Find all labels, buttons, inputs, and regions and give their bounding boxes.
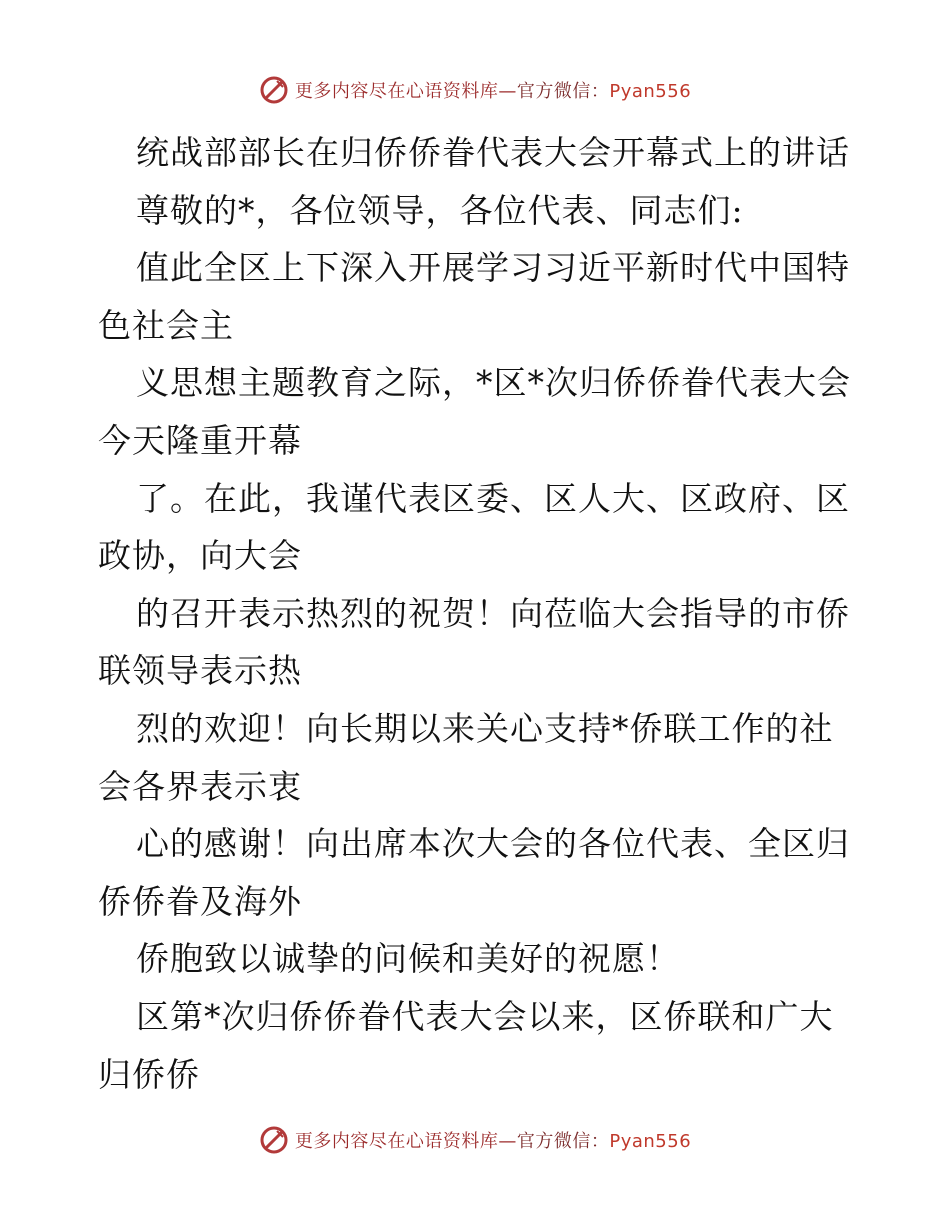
- paragraph-line: 烈的欢迎！向长期以来关心支持*侨联工作的社: [136, 708, 834, 748]
- paragraph-line: 区第*次归侨侨眷代表大会以来，区侨联和广大: [136, 996, 834, 1036]
- banner-text: [295, 1127, 691, 1153]
- banner-wechat-id: Pyan556: [609, 1131, 692, 1152]
- pen-logo-icon: [259, 1125, 289, 1155]
- banner-separator: —: [498, 81, 517, 102]
- paragraph-line: 义思想主题教育之际，*区*次归侨侨眷代表大会: [136, 363, 851, 403]
- footer-banner: [0, 1120, 950, 1160]
- paragraph-line: 值此全区上下深入开展学习习近平新时代中国特: [136, 248, 850, 288]
- document-title: 统战部部长在归侨侨眷代表大会开幕式上的讲话: [136, 133, 850, 172]
- paragraph-line: 联领导表示热: [98, 651, 302, 691]
- pen-logo-icon: [259, 75, 289, 105]
- paragraph-line: 色社会主: [98, 305, 234, 345]
- paragraph-line: 政协，向大会: [98, 536, 302, 576]
- paragraph-line: 今天隆重开幕: [98, 420, 302, 460]
- paragraph-line: 会各界表示衷: [98, 766, 302, 806]
- banner-brand: 更多内容尽在心语资料库: [294, 81, 499, 102]
- paragraph-line: 了。在此，我谨代表区委、区人大、区政府、区: [136, 478, 850, 518]
- document-body: [98, 124, 858, 1103]
- banner-official-label: 官方微信：: [516, 1131, 610, 1152]
- banner-official-label: 官方微信：: [516, 81, 610, 102]
- salutation-line: 尊敬的*，各位领导，各位代表、同志们:: [136, 190, 744, 230]
- paragraph-line: 侨胞致以诚挚的问候和美好的祝愿！: [136, 939, 680, 979]
- banner-brand: 更多内容尽在心语资料库: [294, 1131, 499, 1152]
- paragraph-line: 归侨侨: [98, 1054, 200, 1094]
- paragraph-line: 心的感谢！向出席本次大会的各位代表、全区归: [136, 824, 850, 864]
- paragraph-line: 的召开表示热烈的祝贺！向莅临大会指导的市侨: [136, 593, 850, 633]
- header-banner: [0, 70, 950, 110]
- paragraph-line: 侨侨眷及海外: [98, 881, 302, 921]
- banner-text: [295, 77, 691, 103]
- banner-separator: —: [498, 1131, 517, 1152]
- banner-wechat-id: Pyan556: [609, 81, 692, 102]
